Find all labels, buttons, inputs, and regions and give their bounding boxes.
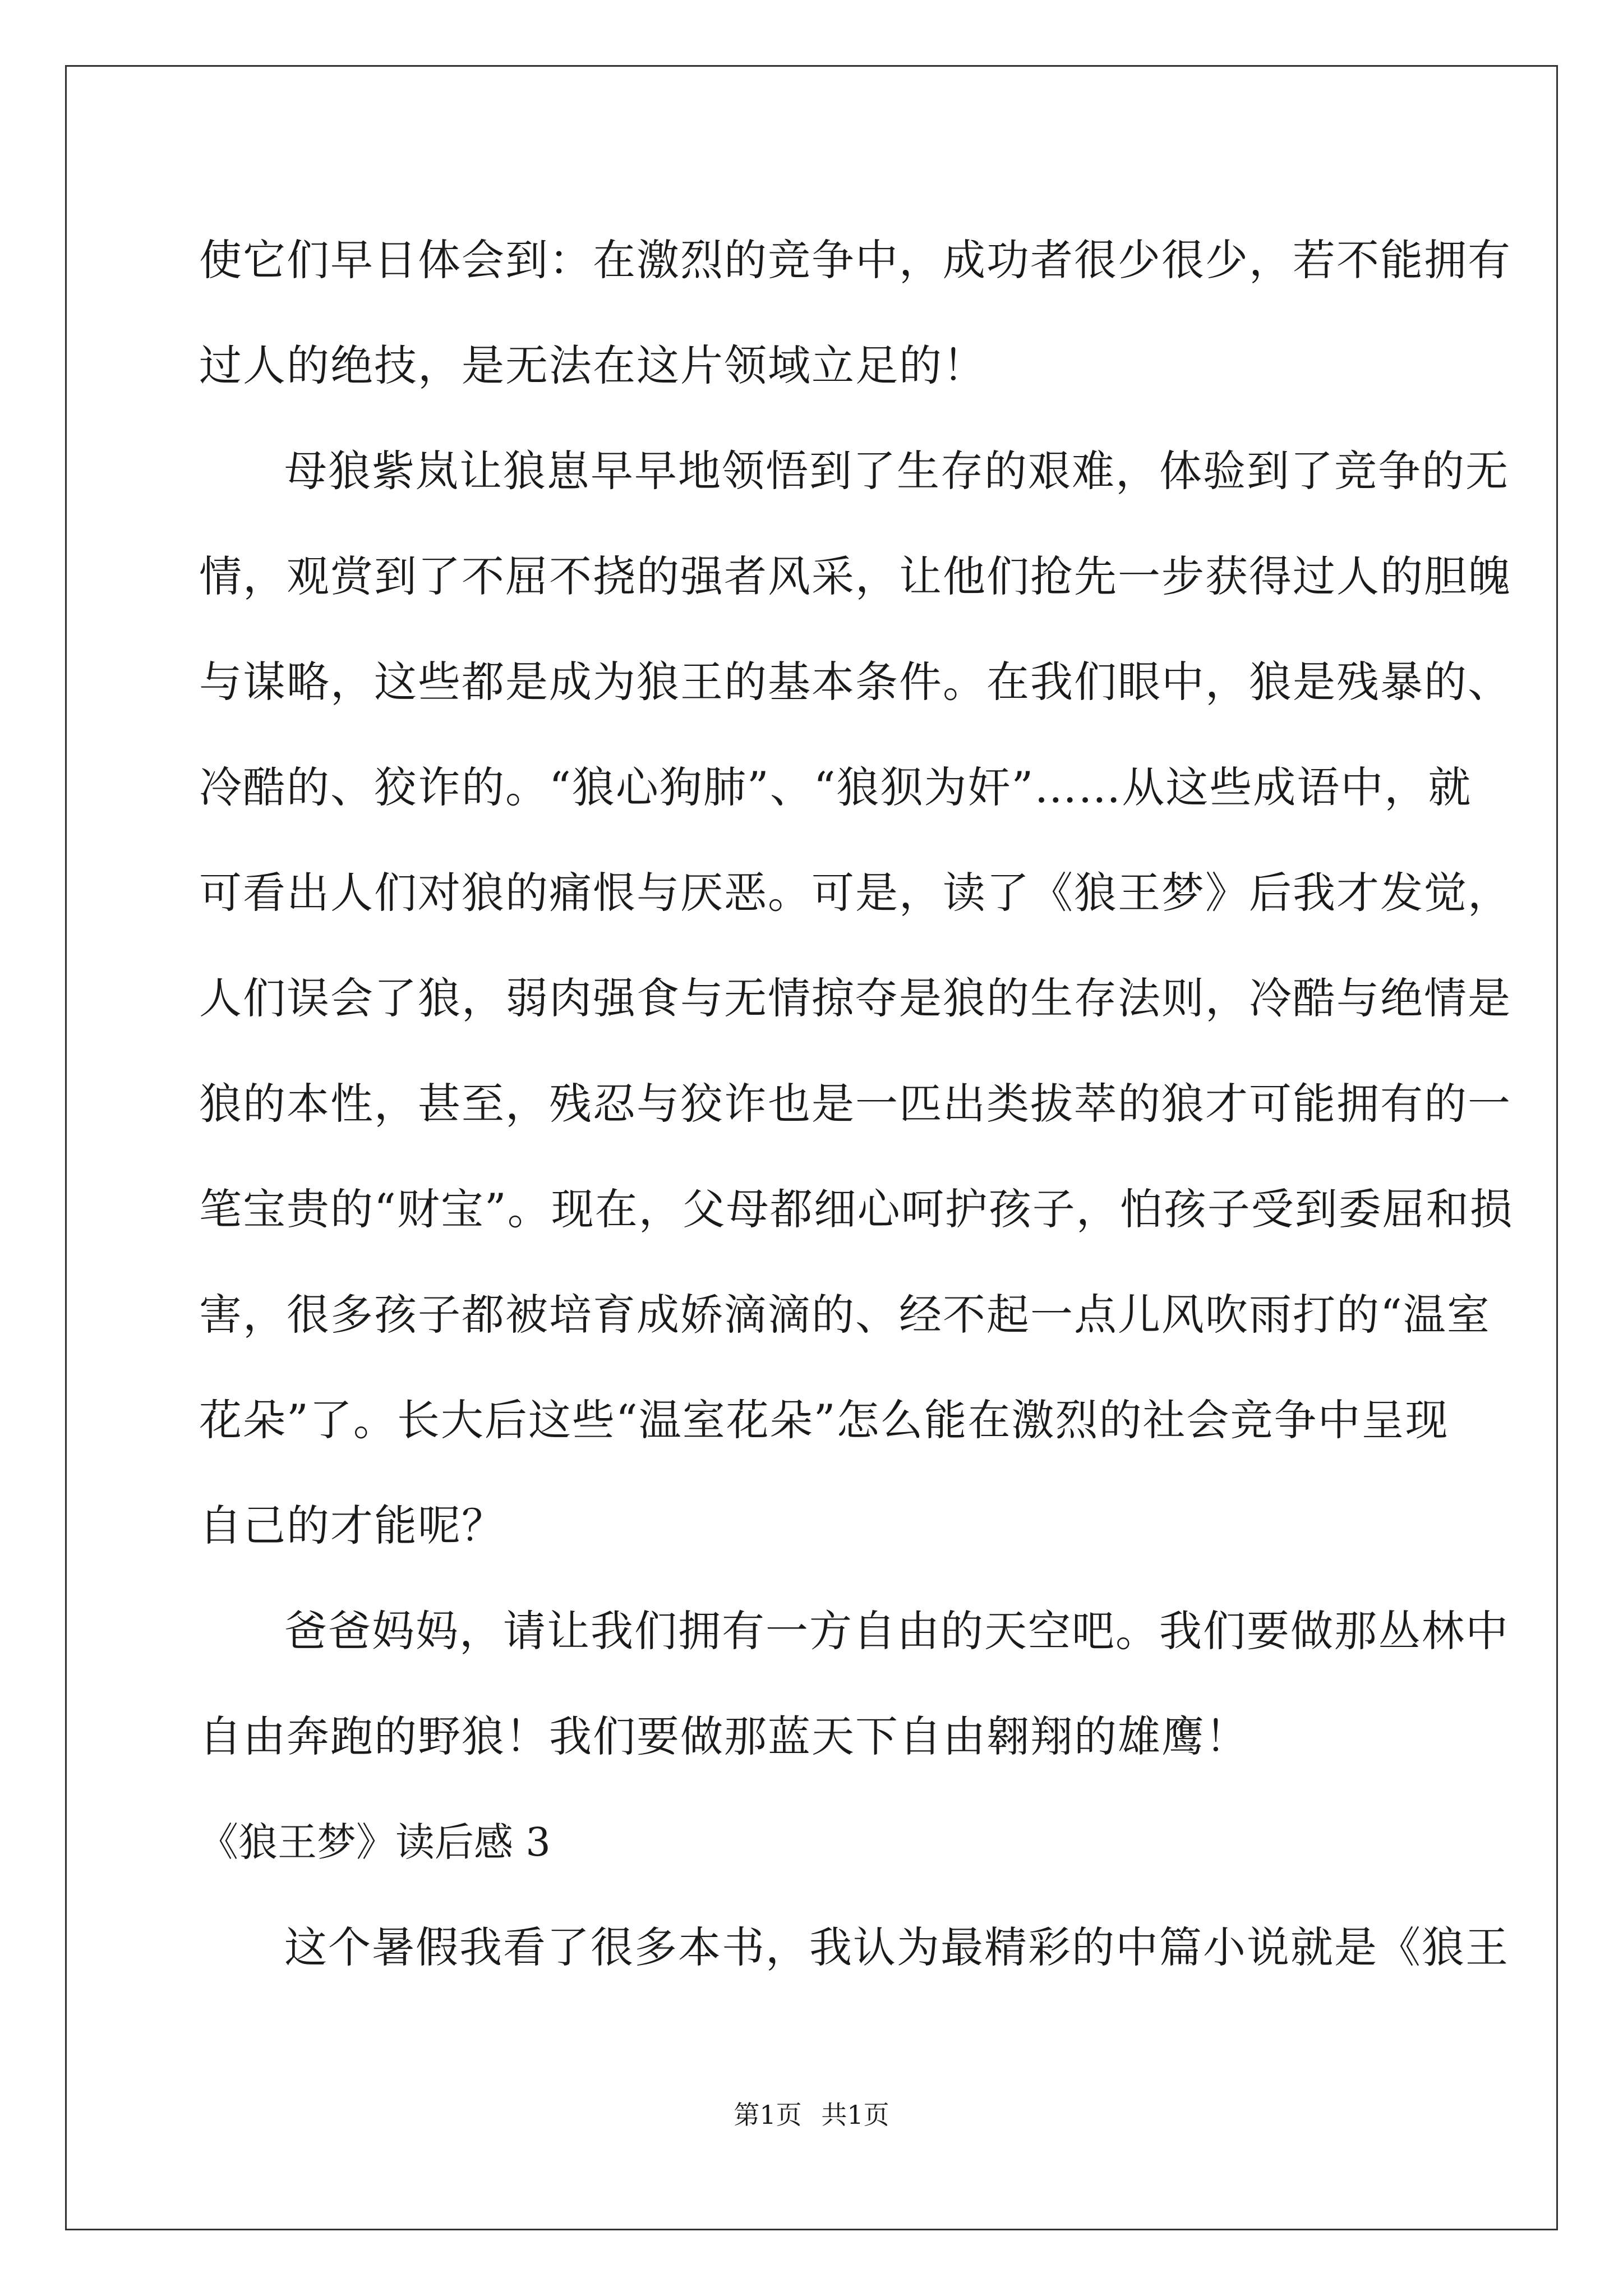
paragraph-start: 爸爸妈妈，请让我们拥有一方自由的天空吧。我们要做那丛林中 [284,1606,1509,1656]
text-line: 可看出人们对狼的痛恨与厌恶。可是，读了《狼王梦》后我才发觉， [199,868,1511,918]
paragraph-start: 这个暑假我看了很多本书，我认为最精彩的中篇小说就是《狼王 [284,1922,1509,1972]
section-heading: 《狼王梦》读后感 3 [199,1819,551,1865]
text-line: 情，观赏到了不屈不挠的强者风采，让他们抢先一步获得过人的胆魄 [199,551,1511,601]
document-body [199,208,1514,2000]
page-footer [0,2098,1623,2132]
text-line: 自由奔跑的野狼！我们要做那蓝天下自由翱翔的雄鹰！ [199,1711,1249,1761]
page-number: 第1页 [734,2100,802,2130]
text-line: 使它们早日体会到：在激烈的竞争中，成功者很少很少，若不能拥有 [199,235,1511,285]
text-line: 与谋略，这些都是成为狼王的基本条件。在我们眼中，狼是残暴的、 [199,657,1511,707]
text-line: 人们误会了狼，弱肉强食与无情掠夺是狼的生存法则，冷酷与绝情是 [199,973,1511,1023]
text-line: 冷酷的、狡诈的。“狼心狗肺”、“狼狈为奸”……从这些成语中，就 [199,762,1472,812]
text-line: 狼的本性，甚至，残忍与狡诈也是一匹出类拔萃的狼才可能拥有的一 [199,1079,1511,1129]
text-line: 自己的才能呢？ [199,1501,505,1550]
text-line: 花朵”了。长大后这些“温室花朵”怎么能在激烈的社会竞争中呈现 [199,1395,1449,1445]
page-total: 共1页 [821,2100,889,2130]
text-line: 害，很多孩子都被培育成娇滴滴的、经不起一点儿风吹雨打的“温室 [199,1290,1491,1340]
text-line: 过人的绝技，是无法在这片领域立足的！ [199,341,986,390]
text-line: 笔宝贵的“财宝”。现在，父母都细心呵护孩子，怕孩子受到委屈和损 [199,1184,1514,1234]
paragraph-start: 母狼紫岚让狼崽早早地领悟到了生存的艰难，体验到了竞争的无 [284,446,1509,496]
